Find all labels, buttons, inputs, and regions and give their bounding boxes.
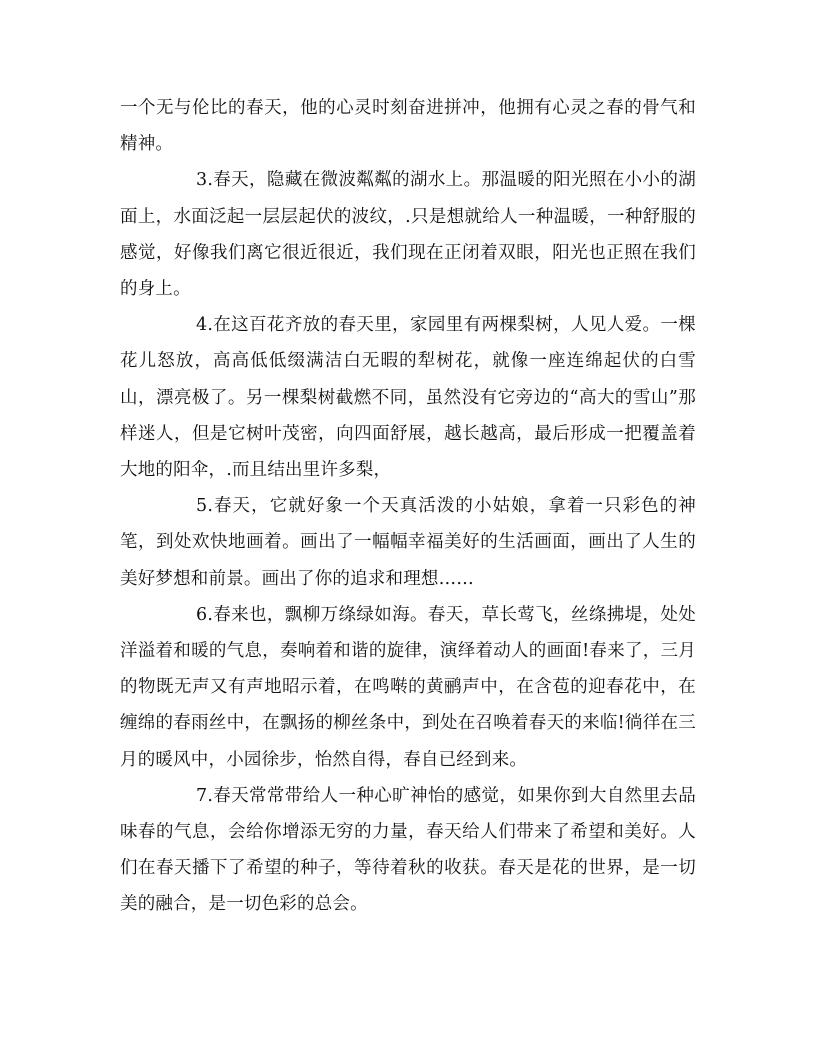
paragraph-7: 7.春天常常带给人一种心旷神怡的感觉，如果你到大自然里去品味春的气息，会给你增添无穷的力量，春天给人们带来了希望和美好。人们在春天播下了希望的种子，等待着秋的收获。春天是花的世界，是一切美的融合，是一切色彩的总会。: [120, 785, 696, 915]
paragraph-3: 3.春天，隐藏在微波粼粼的湖水上。那温暖的阳光照在小小的湖面上，水面泛起一层层起伏的波纹，.只是想就给人一种温暖，一种舒服的感觉，好像我们离它很近很近，我们现在正闭着双眼，阳光也正照在我们的身上。: [120, 170, 696, 300]
paragraph-5: 5.春天，它就好象一个天真活泼的小姑娘，拿着一只彩色的神笔，到处欢快地画着。画出了一幅幅幸福美好的生活画面，画出了人生的美好梦想和前景。画出了你的追求和理想……: [120, 496, 696, 589]
paragraph-6: 6.春来也，飘柳万绦绿如海。春天，草长莺飞，丝绦拂堤，处处洋溢着和暖的气息，奏响着和谐的旋律，演绎着动人的画面!春来了，三月的物既无声又有声地昭示着，在鸣啭的黄鹂声中，在含苞的迎春花中，在缠绵的春雨丝中，在飘扬的柳丝条中，到处在召唤着春天的来临!徜徉在三月的暖风中，小园徐步，怡然自得，春自已经到来。: [120, 604, 696, 770]
paragraph-4: 4.在这百花齐放的春天里，家园里有两棵梨树，人见人爱。一棵花儿怒放，高高低低缀满洁白无暇的犁树花，就像一座连绵起伏的白雪山，漂亮极了。另一棵梨树截燃不同，虽然没有它旁边的“高大的雪山”那样迷人，但是它树叶茂密，向四面舒展，越长越高，最后形成一把覆盖着大地的阳伞，.而且结出里许多梨，: [120, 315, 696, 481]
paragraph-continuation: 一个无与伦比的春天，他的心灵时刻奋进拼冲，他拥有心灵之春的骨气和精神。: [120, 98, 696, 155]
document-body: [120, 90, 696, 923]
